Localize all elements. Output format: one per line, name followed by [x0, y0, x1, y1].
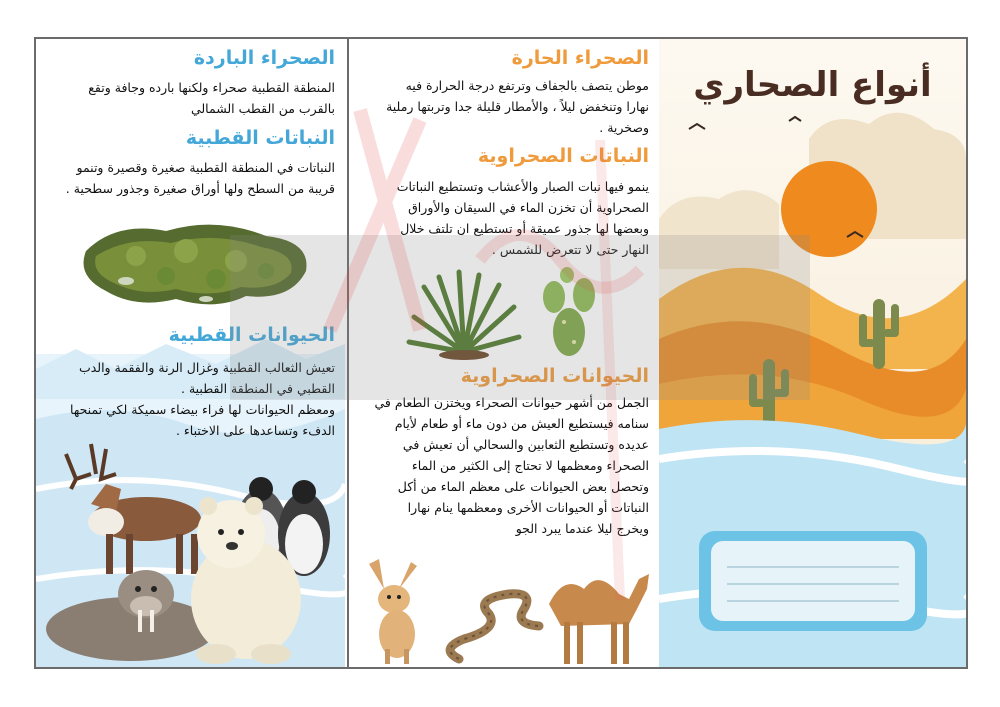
- text-line: ومعظم الحيوانات لها فراء بيضاء سميكة لكي تمنحها: [70, 402, 335, 417]
- panel-hot-desert: [347, 39, 661, 667]
- brochure-title: أنواع الصحاري: [693, 65, 932, 105]
- reindeer-illustration: [66, 444, 201, 574]
- text-line: عديده وتستطيع الثعابين والسحالي أن تعيش في: [402, 437, 649, 452]
- text-line: القطبي في المنطقة القطبية .: [181, 381, 335, 396]
- desert-plants-heading: النباتات الصحراوية: [477, 145, 649, 167]
- text-line: الصحراوية أن تخزن الماء في السيقان والأوراق: [408, 200, 649, 215]
- text-line: وتحصل بعض الحيوانات على معظم الماء من أكل: [397, 479, 649, 494]
- polar-plants-heading: النباتات القطبية: [185, 127, 335, 149]
- desert-landscape-illustration: [659, 39, 966, 667]
- text-line: ينمو فيها نبات الصبار والأعشاب وتستطيع النباتات: [396, 179, 649, 194]
- text-line: الصحراء ومعظمها لا تحتاج إلى الكثير من الماء: [411, 458, 649, 473]
- text-line: بالقرب من القطب الشمالي: [190, 101, 335, 116]
- desert-animals-heading: الحيوانات الصحراوية: [460, 365, 649, 387]
- snake-illustration: [450, 594, 539, 659]
- text-line: موطن يتصف بالجفاف وترتفع درجة الحرارة فيه: [405, 78, 649, 93]
- text-line: تعيش الثعالب القطبية وغزال الرنة والفقمة والدب: [78, 360, 335, 375]
- arctic-animals-illustration: [36, 434, 345, 667]
- text-line: نهارا وتنخفض ليلاً ، والأمطار قليلة جدا وتربتها رملية: [386, 99, 649, 114]
- fennec-fox-illustration: [369, 559, 417, 664]
- walrus-illustration: [46, 570, 216, 661]
- cold-desert-heading: الصحراء الباردة: [193, 47, 335, 69]
- desert-animals-text: [349, 392, 649, 539]
- desert-plants-text: [354, 176, 649, 260]
- text-line: قريبة من السطح ولها أوراق صغيرة وجذور سطحية .: [65, 181, 335, 196]
- text-line: المنطقة القطبية صحراء ولكنها بارده وجافة وتقع: [88, 80, 335, 95]
- text-line: ويخرج ليلا عندما يبرد الجو: [515, 521, 649, 536]
- polar-animals-heading: الحيوانات القطبية: [168, 324, 335, 346]
- cold-desert-text: [40, 77, 335, 119]
- sun-icon: [781, 161, 877, 257]
- polar-plants-text: [40, 157, 335, 199]
- polar-animals-text: [36, 357, 335, 441]
- desert-animals-illustration: [349, 554, 659, 667]
- trifold-brochure: [34, 37, 968, 669]
- text-line: النباتات في المنطقة القطبية صغيرة وقصيرة وتنمو: [76, 160, 335, 175]
- text-line: الجمل من أشهر حيوانات الصحراء ويختزن الطعام في: [374, 395, 649, 410]
- text-line: النهار حتى لا تتعرض للشمس .: [491, 242, 649, 257]
- panel-cover: [659, 39, 966, 667]
- text-line: وبعضها لها جذور عميقة أو تستطيع ان تلتف خلال: [400, 221, 649, 236]
- panel-cold-desert: [36, 39, 345, 667]
- agave-illustration: [409, 272, 519, 360]
- hot-desert-heading: الصحراء الحارة: [511, 47, 649, 69]
- camel-illustration: [549, 574, 649, 664]
- hot-desert-text: [354, 75, 649, 138]
- desert-plants-illustration: [404, 267, 604, 362]
- prickly-pear-cactus-illustration: [543, 267, 595, 356]
- text-line: الدفء وتساعدها على الاختباء .: [175, 423, 335, 438]
- text-line: النباتات أو الحيوانات الأخرى ومعظمها ينام نهارا: [407, 500, 649, 515]
- moss-illustration: [76, 211, 316, 311]
- text-line: وصخرية .: [599, 120, 649, 135]
- text-line: سنامه فيستطيع العيش من دون ماء أو طعام لأيام: [394, 416, 649, 431]
